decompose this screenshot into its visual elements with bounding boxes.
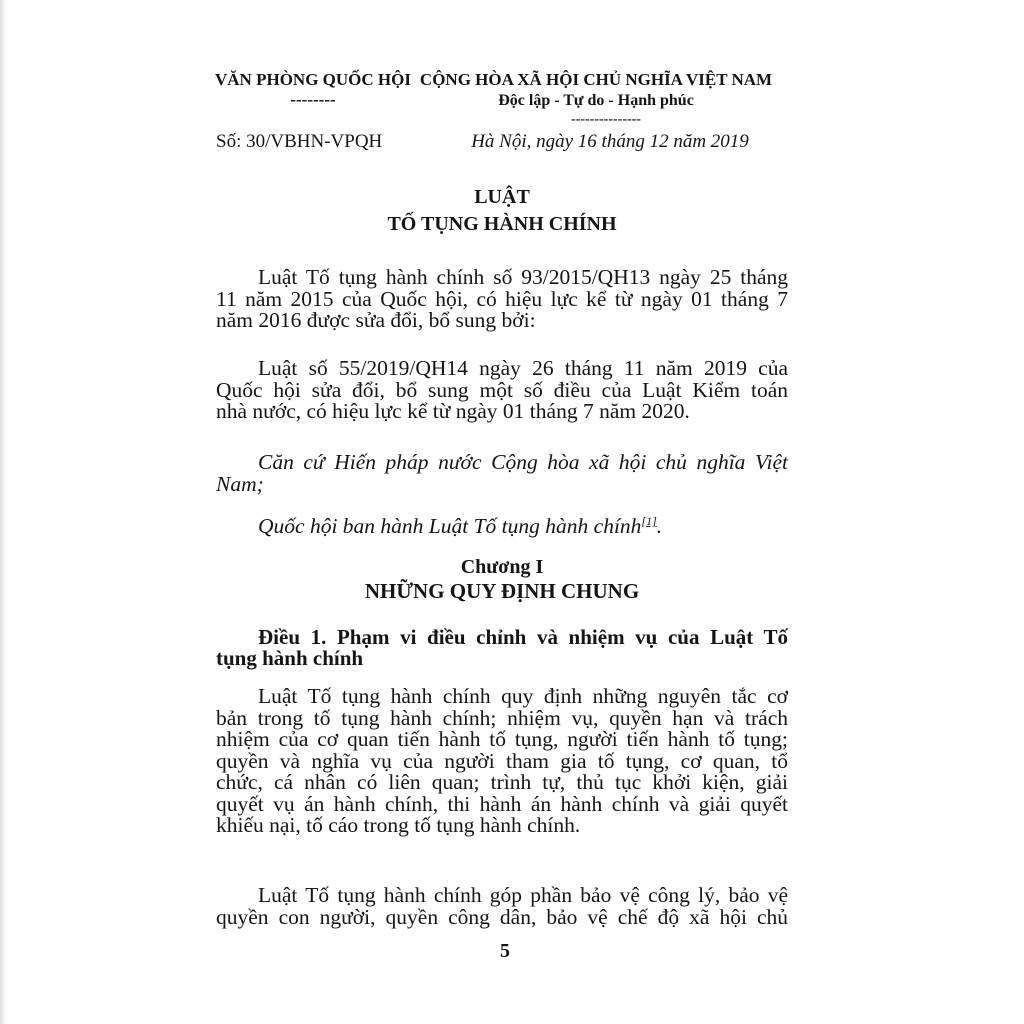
text-line: nhà nước, có hiệu lực kể từ ngày 01 tháng 7 năm 2020. [216,399,690,423]
text-line: quyền con người, quyền công dân, bảo vệ chế độ xã hội chủ [216,904,788,929]
text-line: Luật Tố tụng hành chính góp phần bảo vệ công lý, bảo vệ [258,883,788,907]
text-line: Luật Tố tụng hành chính số 93/2015/QH13 ngày 25 tháng [258,265,788,289]
legal-basis [216,447,788,496]
document-title: TỐ TỤNG HÀNH CHÍNH [387,213,617,235]
text-line: Nam; [216,471,264,496]
text-line: nhiệm của cơ quan tiến hành tố tụng, người tiến hành tố tụng; [216,727,788,751]
text-line: chức, cá nhân có liên quan; trình tự, thủ tục khởi kiện, giải [216,770,788,794]
page-edge-shadow [0,0,6,1024]
motto-divider: --------------- [571,112,641,127]
intro-paragraph-1 [216,262,788,332]
text-line: năm 2016 được sửa đổi, bổ sung bởi: [216,308,536,332]
text-line: Điều 1. Phạm vi điều chỉnh và nhiệm vụ của Luật Tố [258,625,788,649]
page-number: 5 [500,940,510,962]
nation-name: CỘNG HÒA XÃ HỘI CHỦ NGHĨA VIỆT NAM [419,70,773,89]
enactment-text: Quốc hội ban hành Luật Tố tụng hành chính [258,514,642,539]
text-line: Luật Tố tụng hành chính quy định những nguyên tắc cơ [258,684,788,708]
issuer-divider: -------- [290,90,336,109]
document-type: LUẬT [474,186,530,208]
enactment-period: . [656,514,663,539]
enactment-clause [216,507,788,539]
text-line: bản trong tố tụng hành chính; nhiệm vụ, quyền hạn và trách [216,705,788,730]
national-motto: Độc lập - Tự do - Hạnh phúc [498,92,694,109]
text-line: tụng hành chính [216,646,364,670]
footnote-reference[interactable]: [1] [641,514,657,528]
issue-date: Hà Nội, ngày 16 tháng 12 năm 2019 [471,131,749,152]
text-line: Luật số 55/2019/QH14 ngày 26 tháng 11 năm 2019 của [258,356,788,380]
text-line: khiếu nại, tố cáo trong tố tụng hành chính. [216,813,581,837]
text-line: 11 năm 2015 của Quốc hội, có hiệu lực kể từ ngày 01 tháng 7 [216,286,788,311]
document-number: Số: 30/VBHN-VPQH [216,131,383,152]
text-line: Quốc hội sửa đổi, bổ sung một số điều của Luật Kiểm toán [216,377,788,402]
article-heading [216,624,788,670]
issuer-name: VĂN PHÒNG QUỐC HỘI [215,70,411,89]
article-paragraph-1 [216,683,788,837]
text-line: quyết vụ án hành chính, thi hành án hành chính và giải quyết [216,791,788,816]
intro-paragraph-2 [216,354,788,423]
chapter-number: Chương I [460,556,544,578]
text-line: quyền và nghĩa vụ của người tham gia tố tụng, cơ quan, tổ [216,748,788,773]
article-paragraph-2 [216,882,788,929]
chapter-title: NHỮNG QUY ĐỊNH CHUNG [364,579,640,603]
text-line: Căn cứ Hiến pháp nước Cộng hòa xã hội chủ nghĩa Việt [258,450,788,474]
